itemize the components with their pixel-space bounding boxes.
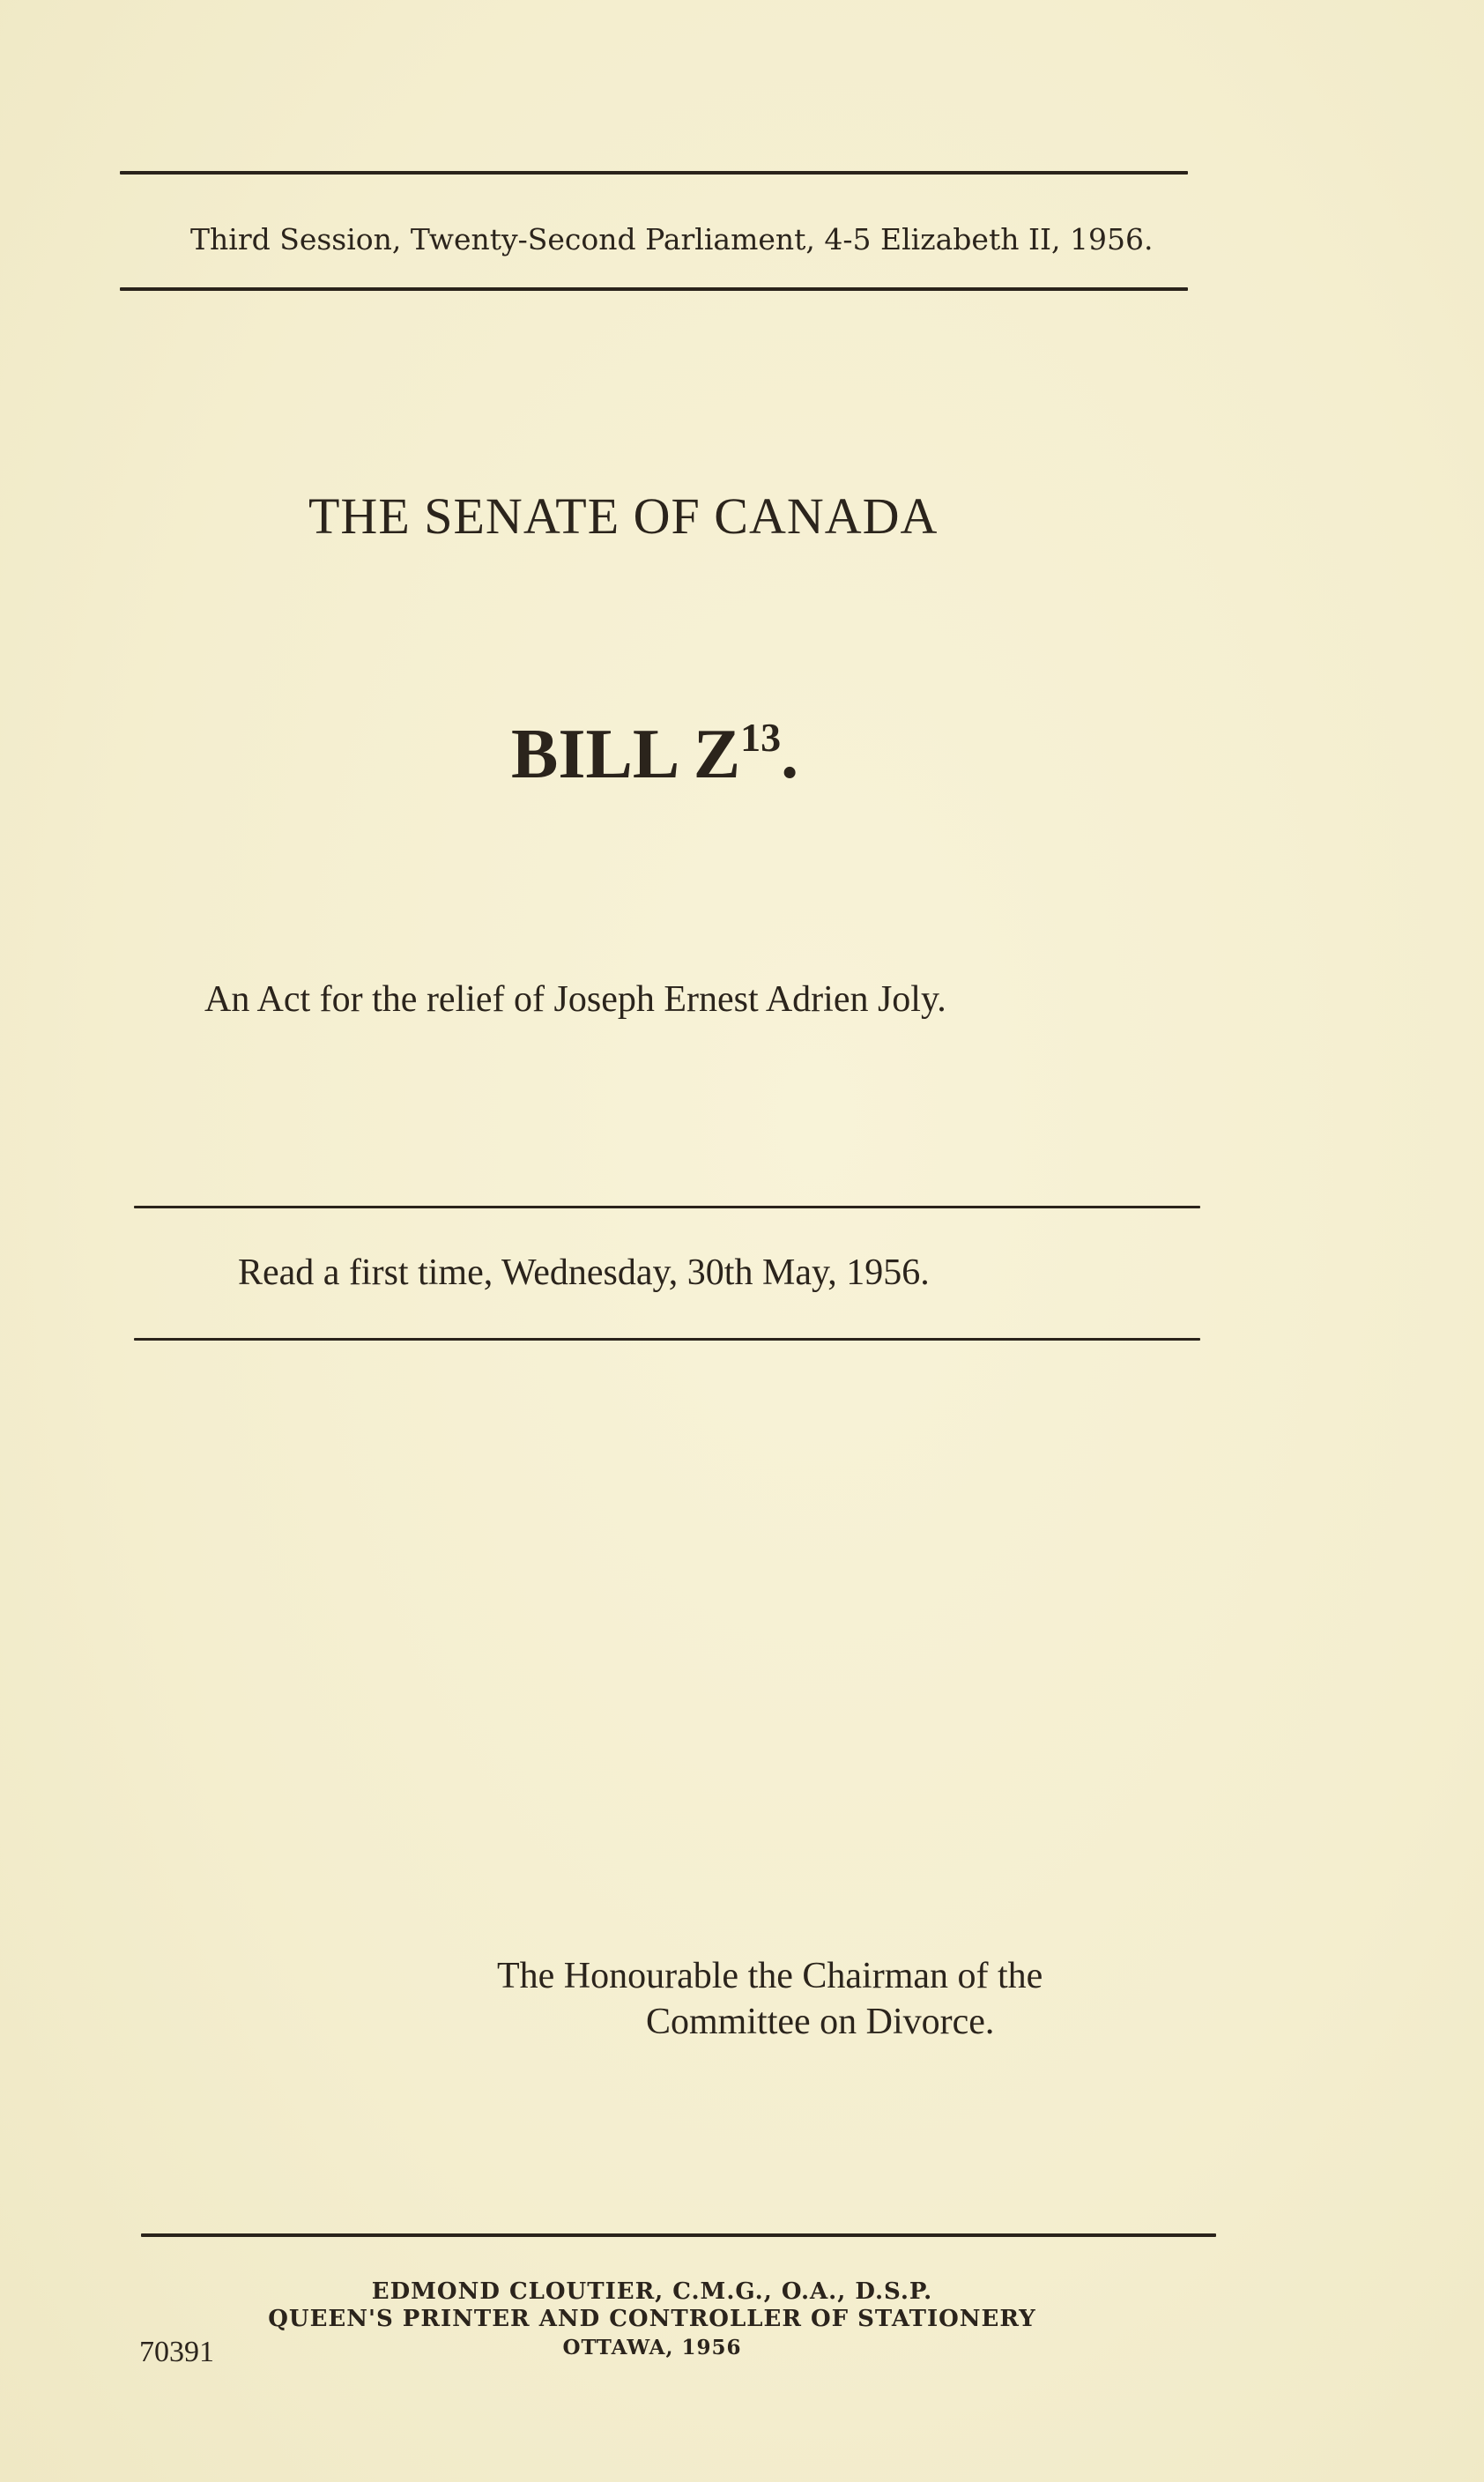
reading-top-rule bbox=[134, 1206, 1200, 1208]
print-code: 70391 bbox=[139, 2336, 214, 2368]
bill-superscript: 13 bbox=[740, 715, 782, 760]
reading-bottom-rule bbox=[134, 1338, 1200, 1341]
sponsor-line-1: The Honourable the Chairman of the bbox=[497, 1956, 1043, 1996]
imprint-rule bbox=[141, 2233, 1216, 2237]
bill-label: BILL Z bbox=[511, 716, 741, 793]
senate-heading: THE SENATE OF CANADA bbox=[308, 487, 939, 545]
act-title: An Act for the relief of Joseph Ernest Adrien Joly. bbox=[204, 979, 946, 1020]
first-reading-line: Read a first time, Wednesday, 30th May, 1956. bbox=[238, 1252, 930, 1293]
sponsor-line-2: Committee on Divorce. bbox=[646, 2002, 995, 2042]
bill-period: . bbox=[781, 716, 799, 793]
printer-title: QUEEN'S PRINTER AND CONTROLLER OF STATIONERY bbox=[268, 2306, 1036, 2332]
session-bottom-rule bbox=[120, 287, 1188, 291]
top-rule bbox=[120, 171, 1188, 175]
printer-place-year: OTTAWA, 1956 bbox=[562, 2336, 742, 2359]
printer-name: EDMOND CLOUTIER, C.M.G., O.A., D.S.P. bbox=[371, 2278, 933, 2305]
bill-number bbox=[511, 714, 798, 795]
session-line: Third Session, Twenty-Second Parliament, 4-5 Elizabeth II, 1956. bbox=[190, 222, 1154, 256]
